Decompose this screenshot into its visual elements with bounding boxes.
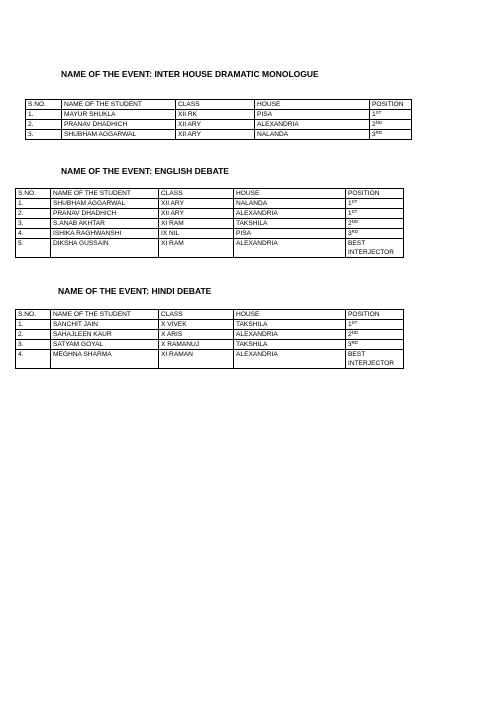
position-cell (370, 130, 412, 140)
serial-number-cell: 4. (16, 350, 51, 369)
position-value: 3 (348, 341, 352, 348)
serial-number-cell: 1. (16, 320, 51, 330)
position-cell (346, 229, 404, 239)
student-name-cell: SANCHIT JAIN (51, 320, 159, 330)
class-cell: XI RAMAN (159, 350, 234, 369)
results-table (15, 188, 404, 258)
position-suffix: ST (375, 110, 382, 115)
position-value: 1 (372, 111, 376, 118)
table-row (16, 340, 404, 350)
table-header-row (26, 100, 412, 110)
serial-number-cell: 5. (16, 239, 51, 258)
position-value: 2 (372, 121, 376, 128)
house-cell: NALANDA (255, 130, 370, 140)
table-row (16, 219, 404, 229)
position-value: BEST INTERJECTOR (348, 351, 395, 367)
column-header: POSITION (346, 310, 404, 320)
position-cell (346, 340, 404, 350)
column-header: POSITION (370, 100, 412, 110)
serial-number-cell: 1. (26, 110, 62, 120)
class-cell: XII ARY (159, 199, 234, 209)
student-name-cell: S.ANAB AKHTAR (51, 219, 159, 229)
serial-number-cell: 3. (16, 219, 51, 229)
column-header: S.NO. (26, 100, 62, 110)
class-cell: XII RK (176, 110, 255, 120)
house-cell: PISA (234, 229, 346, 239)
class-cell: X ARIS (159, 330, 234, 340)
position-suffix: RD (351, 229, 359, 234)
serial-number-cell: 3. (26, 130, 62, 140)
table-row (16, 330, 404, 340)
class-cell: XII ARY (176, 120, 255, 130)
table-row (16, 350, 404, 369)
student-name-cell: MAYUR SHUKLA (62, 110, 176, 120)
student-name-cell: PRANAV DHADHICH (62, 120, 176, 130)
house-cell: ALEXANDRIA (234, 239, 346, 258)
table-row (16, 320, 404, 330)
table-row (26, 130, 412, 140)
position-suffix: ND (351, 330, 359, 335)
house-cell: TAKSHILA (234, 219, 346, 229)
student-name-cell: DIKSHA GUSSAIN (51, 239, 159, 258)
position-suffix: ND (351, 219, 359, 224)
class-cell: XII ARY (159, 209, 234, 219)
column-header: HOUSE (234, 189, 346, 199)
column-header: S.NO. (16, 310, 51, 320)
house-cell: ALEXANDRIA (255, 120, 370, 130)
position-value: 2 (348, 331, 352, 338)
event-title: NAME OF THE EVENT: HINDI DEBATE (58, 286, 212, 296)
serial-number-cell: 1. (16, 199, 51, 209)
column-header: NAME OF THE STUDENT (51, 310, 159, 320)
house-cell: ALEXANDRIA (234, 350, 346, 369)
serial-number-cell: 4. (16, 229, 51, 239)
table-header-row (16, 189, 404, 199)
position-suffix: ST (351, 320, 358, 325)
student-name-cell: ISHIKA RAGHWANSHI (51, 229, 159, 239)
class-cell: XI RAM (159, 239, 234, 258)
results-table (15, 309, 404, 369)
column-header: CLASS (159, 310, 234, 320)
class-cell: X VIVEK (159, 320, 234, 330)
house-cell: TAKSHILA (234, 320, 346, 330)
house-cell: PISA (255, 110, 370, 120)
results-table (25, 99, 412, 140)
serial-number-cell: 3. (16, 340, 51, 350)
class-cell: XII ARY (176, 130, 255, 140)
position-value: 3 (372, 131, 376, 138)
position-cell (346, 199, 404, 209)
position-cell (370, 120, 412, 130)
position-suffix: ST (351, 199, 358, 204)
student-name-cell: SATYAM GOYAL (51, 340, 159, 350)
column-header: CLASS (159, 189, 234, 199)
position-value: 1 (348, 210, 352, 217)
class-cell: X RAMANUJ (159, 340, 234, 350)
position-cell (370, 110, 412, 120)
event-title: NAME OF THE EVENT: ENGLISH DEBATE (61, 166, 229, 176)
column-header: S.NO. (16, 189, 51, 199)
position-cell (346, 209, 404, 219)
position-cell (346, 350, 404, 369)
column-header: HOUSE (255, 100, 370, 110)
position-value: 3 (348, 230, 352, 237)
position-suffix: ND (375, 120, 383, 125)
position-cell (346, 239, 404, 258)
position-cell (346, 219, 404, 229)
serial-number-cell: 2. (16, 330, 51, 340)
table-row (16, 199, 404, 209)
table-row (16, 209, 404, 219)
column-header: NAME OF THE STUDENT (51, 189, 159, 199)
house-cell: NALANDA (234, 199, 346, 209)
column-header: POSITION (346, 189, 404, 199)
position-suffix: RD (375, 130, 383, 135)
position-cell (346, 320, 404, 330)
position-value: 1 (348, 200, 352, 207)
table-row (16, 239, 404, 258)
student-name-cell: SHUBHAM AGGARWAL (51, 199, 159, 209)
column-header: CLASS (176, 100, 255, 110)
house-cell: ALEXANDRIA (234, 330, 346, 340)
table-row (26, 120, 412, 130)
table-row (16, 229, 404, 239)
student-name-cell: MEGHNA SHARMA (51, 350, 159, 369)
student-name-cell: SHUBHAM AGGARWAL (62, 130, 176, 140)
student-name-cell: SAHAJLEEN KAUR (51, 330, 159, 340)
serial-number-cell: 2. (16, 209, 51, 219)
class-cell: XI RAM (159, 219, 234, 229)
position-suffix: ST (351, 209, 358, 214)
column-header: HOUSE (234, 310, 346, 320)
position-value: 1 (348, 321, 352, 328)
position-cell (346, 330, 404, 340)
house-cell: TAKSHILA (234, 340, 346, 350)
position-value: BEST INTERJECTOR (348, 240, 395, 256)
house-cell: ALEXANDRIA (234, 209, 346, 219)
column-header: NAME OF THE STUDENT (62, 100, 176, 110)
serial-number-cell: 2. (26, 120, 62, 130)
position-suffix: RD (351, 340, 359, 345)
student-name-cell: PRANAV DHADHICH (51, 209, 159, 219)
position-value: 2 (348, 220, 352, 227)
table-header-row (16, 310, 404, 320)
class-cell: IX NIL (159, 229, 234, 239)
event-title: NAME OF THE EVENT: INTER HOUSE DRAMATIC MONOLOGUE (61, 69, 319, 79)
table-row (26, 110, 412, 120)
